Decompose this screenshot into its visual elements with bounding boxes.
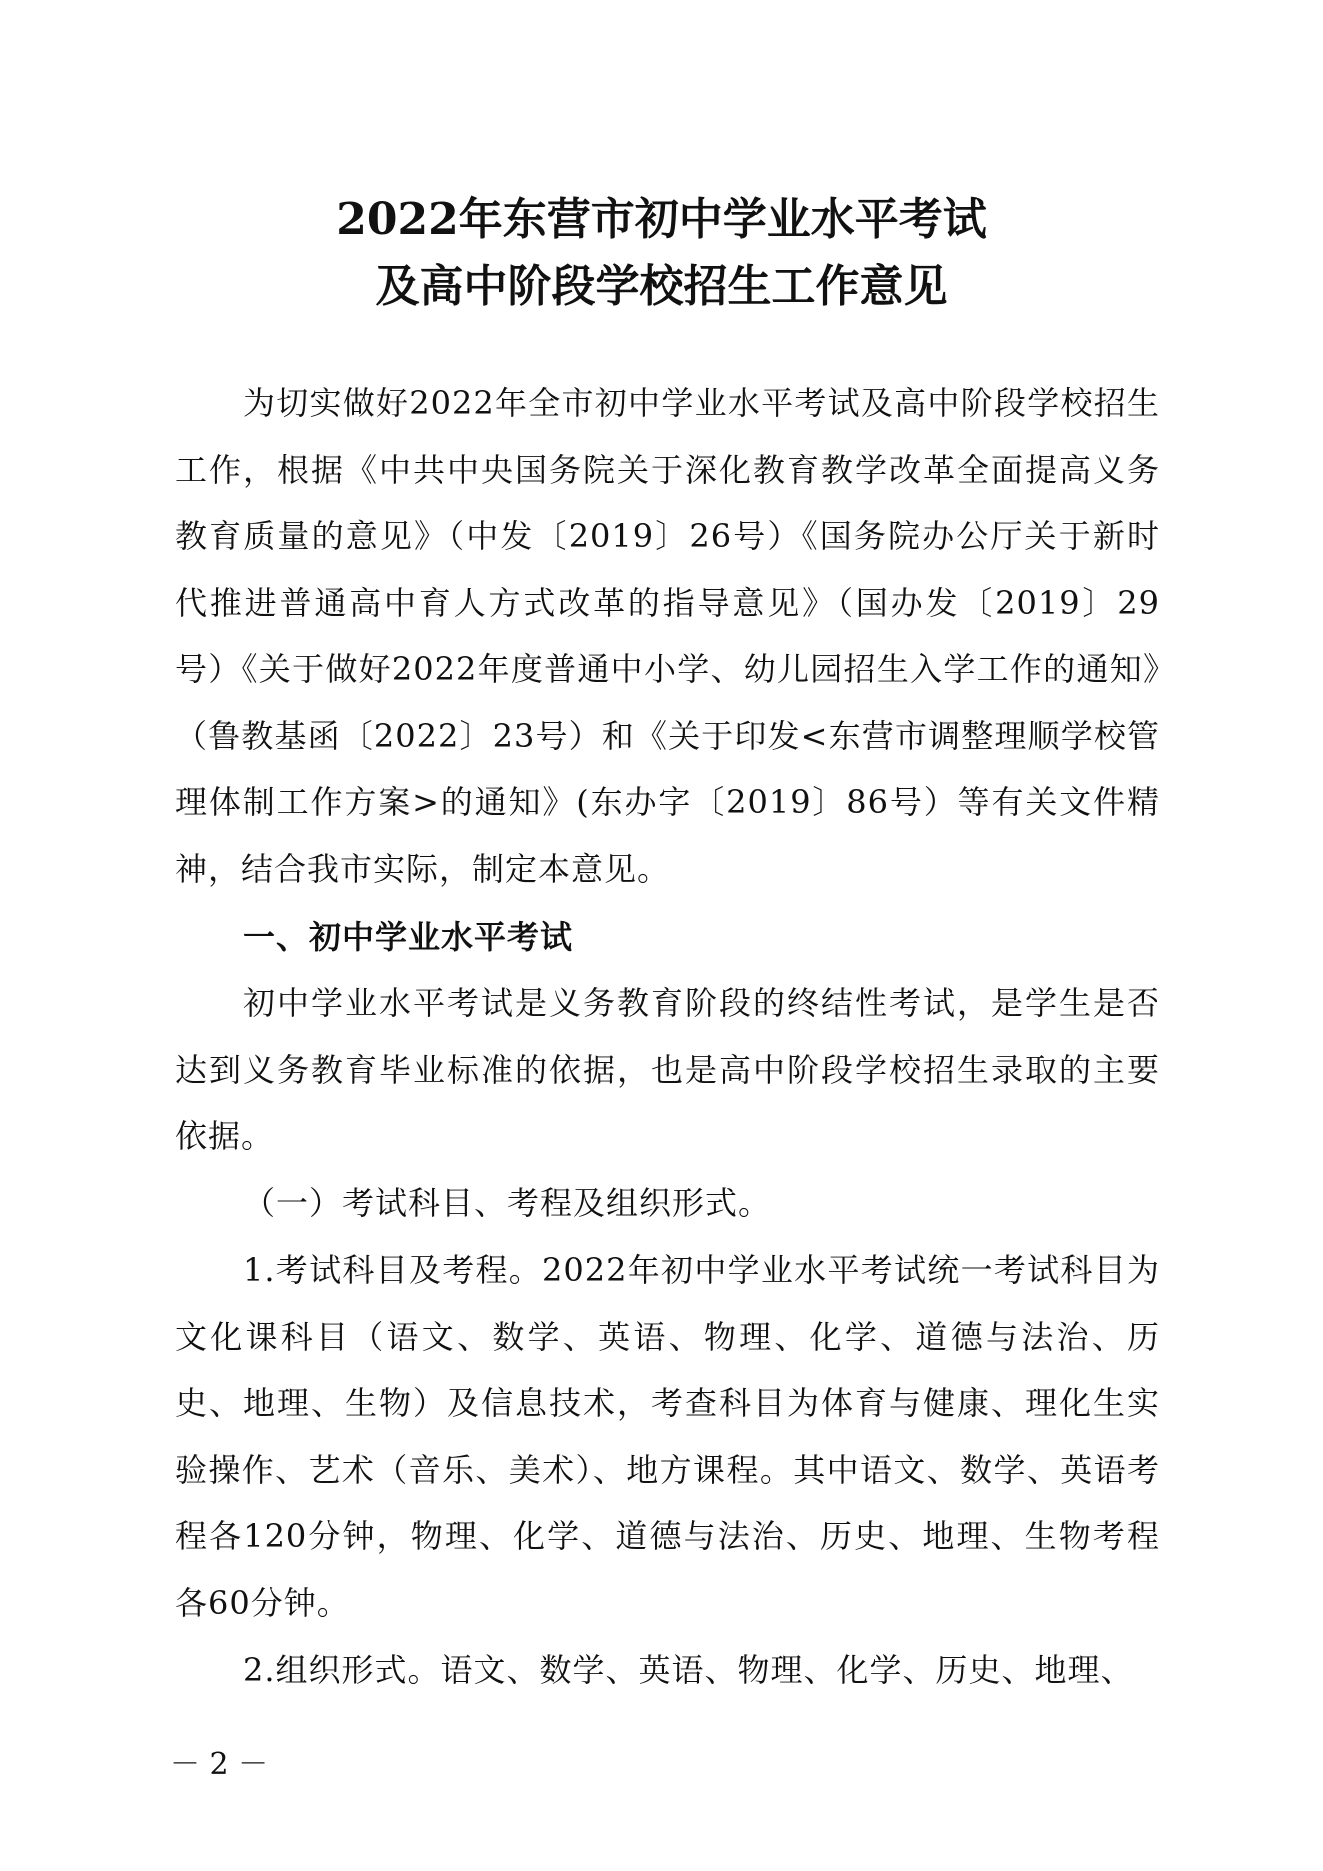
section-1-heading: 一、初中学业水平考试 bbox=[243, 918, 574, 956]
section-1-paragraph: 初中学业水平考试是义务教育阶段的终结性考试，是学生是否达到义务教育毕业标准的依据，也是高中阶段学校招生录取的主要依据。 bbox=[175, 984, 1160, 1155]
page-number: － 2 － bbox=[170, 1747, 269, 1782]
intro-paragraph: 为切实做好2022年全市初中学业水平考试及高中阶段学校招生工作，根据《中共中央国务院关于深化教育教学改革全面提高义务教育质量的意见》（中发〔2019〕26号）《国务院办公厅关于新时代推进普通高中育人方式改革的指导意见》（国办发〔2019〕29号）《关于做好2022年度普通中小学、幼儿园招生入学工作的通知》（鲁教基函〔2022〕23号）和《关于印发<东营市调整理顺学校管理体制工作方案>的通知》(东办字〔2019〕86号）等有关文件精神，结合我市实际，制定本意见。 bbox=[175, 384, 1160, 888]
item-1-paragraph: 1.考试科目及考程。2022年初中学业水平考试统一考试科目为文化课科目（语文、数学、英语、物理、化学、道德与法治、历史、地理、生物）及信息技术，考查科目为体育与健康、理化生实验操作、艺术（音乐、美术）、地方课程。其中语文、数学、英语考程各120分钟，物理、化学、道德与法治、历史、地理、生物考程各60分钟。 bbox=[175, 1251, 1160, 1622]
document-title-line-1: 2022年东营市初中学业水平考试 bbox=[336, 194, 987, 245]
document-title-line-2: 及高中阶段学校招生工作意见 bbox=[375, 261, 948, 312]
item-2-paragraph: 2.组织形式。语文、数学、英语、物理、化学、历史、地理、 bbox=[243, 1651, 1134, 1689]
subsection-1-heading: （一）考试科目、考程及组织形式。 bbox=[243, 1184, 772, 1222]
